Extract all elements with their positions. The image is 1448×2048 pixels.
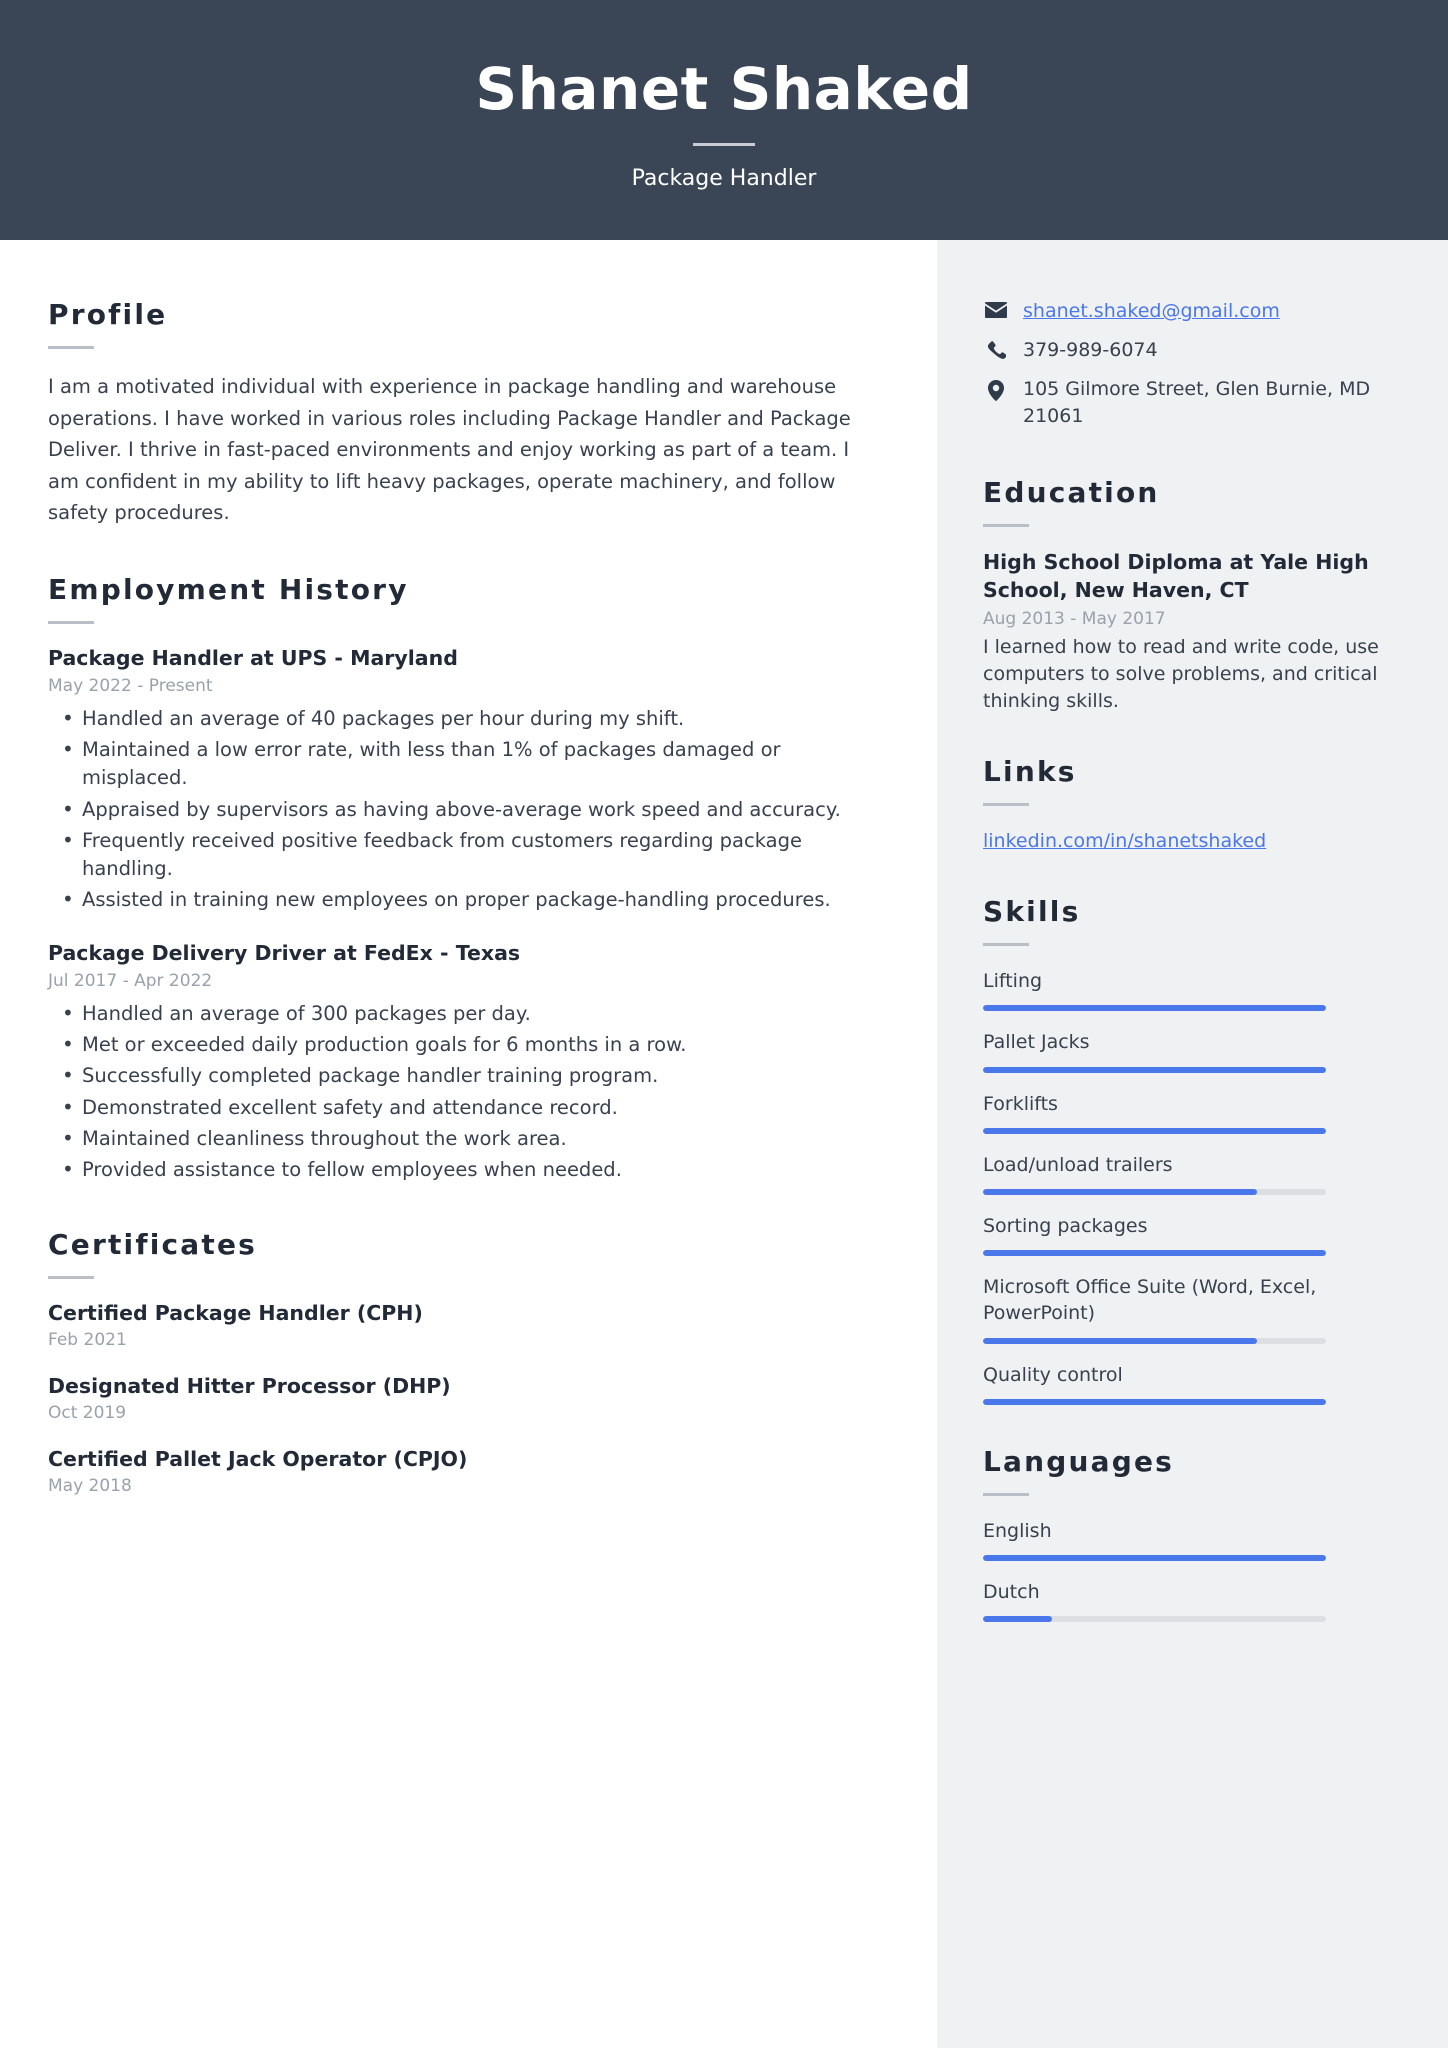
language-label: English xyxy=(983,1519,1052,1542)
job-bullet: • Frequently received positive feedback from customers regarding package handling. xyxy=(48,827,877,884)
language xyxy=(983,1579,1396,1622)
skill-bar-fill xyxy=(983,1005,1326,1011)
job-bullet: • Successfully completed package handler training program. xyxy=(48,1062,877,1090)
language-bar-track xyxy=(983,1616,1326,1622)
certificate-entry xyxy=(48,1447,877,1496)
skill-label: Quality control xyxy=(983,1363,1123,1386)
languages-list xyxy=(983,1518,1396,1622)
certificate-title: Designated Hitter Processor (DHP) xyxy=(48,1374,451,1399)
job-title: Package Handler at UPS - Maryland xyxy=(48,645,458,670)
certificates-list xyxy=(48,1301,877,1496)
language xyxy=(983,1518,1396,1561)
certificate-date: May 2018 xyxy=(48,1476,132,1497)
skill-label: Load/unload trailers xyxy=(983,1153,1173,1176)
resume-body xyxy=(0,240,1448,2048)
certificate-entry xyxy=(48,1301,877,1350)
section-divider xyxy=(48,346,94,349)
employment-entry xyxy=(48,646,877,915)
page-title: Shanet Shaked xyxy=(475,54,973,123)
job-date: May 2022 - Present xyxy=(48,675,213,696)
header-divider xyxy=(693,143,755,146)
certificate-title: Certified Package Handler (CPH) xyxy=(48,1301,423,1326)
skill-bar-fill xyxy=(983,1067,1326,1073)
contact-row[interactable] xyxy=(983,298,1396,325)
skill-label: Forklifts xyxy=(983,1092,1058,1115)
skill-bar-track xyxy=(983,1399,1326,1405)
skill xyxy=(983,1213,1396,1256)
skill-bar-fill xyxy=(983,1338,1257,1344)
job-title: Package Delivery Driver at FedEx - Texas xyxy=(48,940,521,965)
profile-heading: Profile xyxy=(48,298,168,331)
skill xyxy=(983,1029,1396,1072)
employment-list xyxy=(48,646,877,1184)
main-column xyxy=(0,240,937,2048)
skill-bar-track xyxy=(983,1338,1326,1344)
languages-heading: Languages xyxy=(983,1444,1175,1478)
skill xyxy=(983,968,1396,1011)
language-label: Dutch xyxy=(983,1581,1040,1604)
job-bullet: • Assisted in training new employees on proper package-handling procedures. xyxy=(48,886,877,914)
skill xyxy=(983,1152,1396,1195)
links-list xyxy=(983,828,1396,855)
education-date: Aug 2013 - May 2017 xyxy=(983,609,1166,630)
skill-bar-fill xyxy=(983,1250,1326,1256)
section-divider xyxy=(48,621,94,624)
education-description: I learned how to read and write code, use computers to solve problems, and critical thinking skills. xyxy=(983,636,1379,713)
job-bullet: • Provided assistance to fellow employees when needed. xyxy=(48,1156,877,1184)
certificate-date: Oct 2019 xyxy=(48,1403,127,1424)
skills-section xyxy=(983,895,1396,1405)
job-bullet: • Met or exceeded daily production goals for 6 months in a row. xyxy=(48,1031,877,1059)
job-bullet-list xyxy=(48,705,877,915)
education-heading: Education xyxy=(983,475,1160,509)
job-bullet-list xyxy=(48,1000,877,1185)
employment-heading: Employment History xyxy=(48,572,409,606)
skill-bar-track xyxy=(983,1128,1326,1134)
skill-bar-fill xyxy=(983,1399,1326,1405)
skill xyxy=(983,1091,1396,1134)
profile-link[interactable]: linkedin.com/in/shanetshaked xyxy=(983,830,1267,853)
location-pin-icon xyxy=(983,376,1009,401)
contact-text: 105 Gilmore Street, Glen Burnie, MD 21061 xyxy=(1023,377,1371,427)
envelope-icon xyxy=(983,298,1009,318)
section-divider xyxy=(983,803,1029,806)
skill-bar-track xyxy=(983,1189,1326,1195)
skill-bar-track xyxy=(983,1250,1326,1256)
job-bullet: • Maintained a low error rate, with less than 1% of packages damaged or misplaced. xyxy=(48,736,877,793)
languages-section xyxy=(983,1445,1396,1622)
skill-label: Pallet Jacks xyxy=(983,1031,1090,1054)
skill xyxy=(983,1274,1396,1343)
skill-bar-track xyxy=(983,1067,1326,1073)
section-divider xyxy=(983,524,1029,527)
education-title: High School Diploma at Yale High School, New Haven, CT xyxy=(983,549,1369,602)
contact-row xyxy=(983,337,1396,364)
skill-label: Microsoft Office Suite (Word, Excel, PowerPoint) xyxy=(983,1276,1317,1325)
employment-section xyxy=(48,573,877,1184)
certificate-date: Feb 2021 xyxy=(48,1330,127,1351)
job-bullet: • Maintained cleanliness throughout the work area. xyxy=(48,1125,877,1153)
contact-row xyxy=(983,376,1396,430)
section-divider xyxy=(983,943,1029,946)
profile-text: I am a motivated individual with experience in package handling and warehouse operations. I have worked in various roles including Package Handler and Package Deliver. I thrive in fast-paced environments and enjoy working as part of a team. I am confident in my ability to lift heavy packages, operate machinery, and follow safety procedures. xyxy=(48,375,851,525)
language-bar-track xyxy=(983,1555,1326,1561)
employment-entry xyxy=(48,941,877,1185)
language-bar-fill xyxy=(983,1616,1052,1622)
job-bullet: • Appraised by supervisors as having above-average work speed and accuracy. xyxy=(48,796,877,824)
skill xyxy=(983,1362,1396,1405)
certificates-heading: Certificates xyxy=(48,1228,258,1262)
skills-heading: Skills xyxy=(983,895,1081,929)
skills-list xyxy=(983,968,1396,1405)
profile-section xyxy=(48,298,877,529)
section-divider xyxy=(48,1276,94,1279)
job-bullet: • Demonstrated excellent safety and attendance record. xyxy=(48,1094,877,1122)
phone-icon xyxy=(983,337,1009,360)
education-section xyxy=(983,476,1396,715)
section-divider xyxy=(983,1493,1029,1496)
email-link[interactable]: shanet.shaked@gmail.com xyxy=(1023,300,1280,322)
contact-list xyxy=(983,298,1396,430)
job-bullet: • Handled an average of 40 packages per hour during my shift. xyxy=(48,705,877,733)
sidebar-column xyxy=(937,240,1448,2048)
resume-header xyxy=(0,0,1448,240)
skill-bar-track xyxy=(983,1005,1326,1011)
skill-bar-fill xyxy=(983,1189,1257,1195)
job-date: Jul 2017 - Apr 2022 xyxy=(48,970,213,991)
links-section xyxy=(983,755,1396,855)
certificate-title: Certified Pallet Jack Operator (CPJO) xyxy=(48,1447,468,1472)
contact-text: 379-989-6074 xyxy=(1023,338,1158,361)
job-role-subtitle: Package Handler xyxy=(631,166,817,192)
certificate-entry xyxy=(48,1374,877,1423)
skill-label: Sorting packages xyxy=(983,1214,1148,1237)
skill-label: Lifting xyxy=(983,970,1043,993)
links-heading: Links xyxy=(983,755,1077,789)
language-bar-fill xyxy=(983,1555,1326,1561)
skill-bar-fill xyxy=(983,1128,1326,1134)
job-bullet: • Handled an average of 300 packages per day. xyxy=(48,1000,877,1028)
certificates-section xyxy=(48,1228,877,1496)
